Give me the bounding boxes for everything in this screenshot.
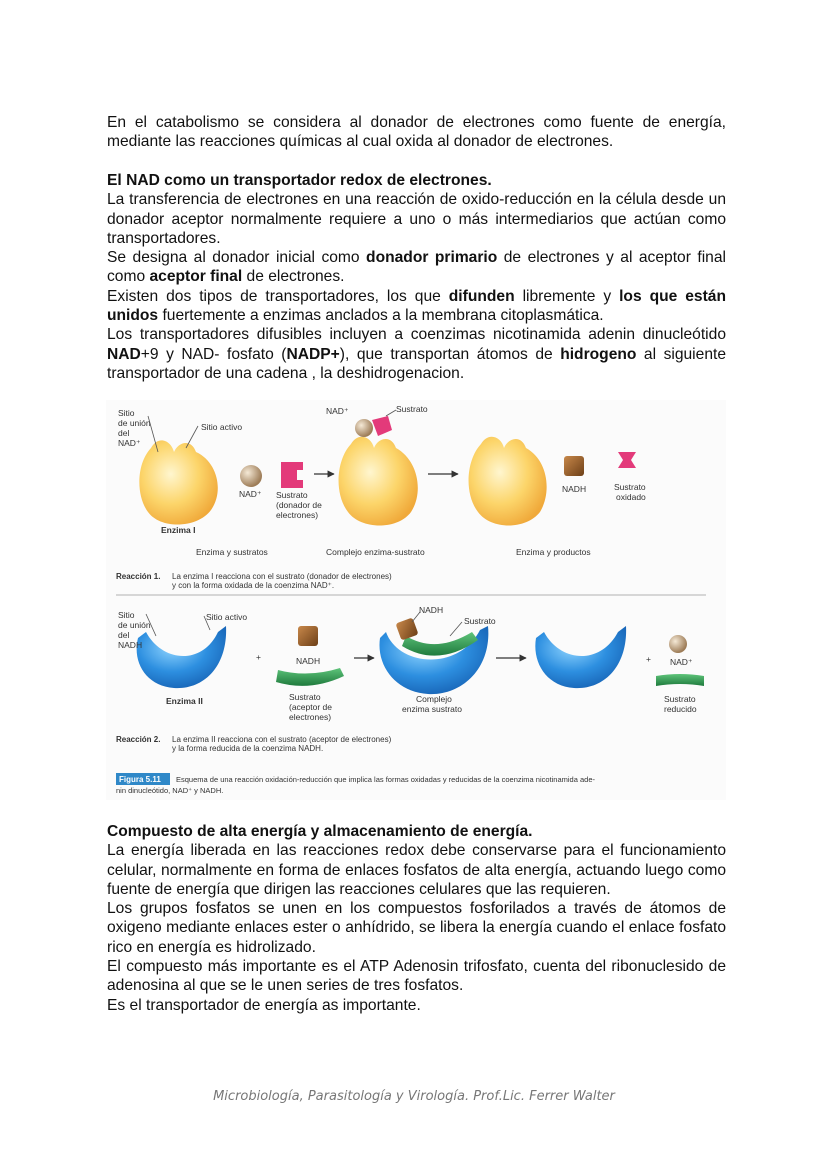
nad-paragraph-1: La transferencia de electrones en una reacción de oxido-reducción en la célula desde un donador aceptor normalmente requiere a uno o más intermediarios que actúan como transportadores. <box>107 191 726 247</box>
stage-label-1: Enzima y sustratos <box>196 547 268 557</box>
figure-label: Figura 5.11 <box>119 775 161 784</box>
r2-substrate-label: Sustrato (aceptor de electrones) <box>289 692 332 722</box>
stage-label-3: Enzima y productos <box>516 547 591 557</box>
energy-paragraph-4: Es el transportador de energía as importante. <box>107 996 421 1014</box>
energy-paragraph-2: Los grupos fosfatos se unen en los compuestos fosforilados a través de átomos de oxigeno mediante enlaces ester o anhídrido, se libera la energía cuando el enlace fosfato rico en energía es hidrolizado. <box>107 900 726 956</box>
r1-complex-nad-label: NAD⁺ <box>326 406 349 416</box>
r1-nad-plus-label: NAD⁺ <box>239 489 262 499</box>
figure-caption: Esquema de una reacción oxidación-reducción que implica las formas oxidadas y reducidas de la coenzima nicotinamida ade- nin dinucleótido, NAD⁺ y NADH. <box>116 775 595 795</box>
r2-nadh-label: NADH <box>296 656 321 666</box>
r2-reduced-label: Sustrato reducido <box>664 694 697 714</box>
enzyme-i-label: Enzima I <box>161 525 196 535</box>
intro-paragraph: En el catabolismo se considera al donador de electrones como fuente de energía, mediante las reacciones químicas al cual oxida al donador de electrones. <box>107 114 726 151</box>
nadh-product <box>564 456 584 476</box>
nad-section <box>107 171 726 383</box>
r2-complex-label: Complejo enzima sustrato <box>402 694 462 714</box>
nad-paragraph-3: Existen dos tipos de transportadores, los que difunden libremente y los que están unidos fuertemente a enzimas anclados a la membrana citoplasmática. <box>107 287 727 325</box>
r1-active-site-label: Sitio activo <box>201 422 243 432</box>
nad-paragraph-4: Los transportadores difusibles incluyen a coenzimas nicotinamida adenin dinucleótido NAD+9 y NAD- fosfato (NADP+), que transportan átomos de hidrogeno al siguiente transportador de una cadena , la deshidrogenacion. <box>107 326 726 382</box>
r1-nadh-label: NADH <box>562 484 587 494</box>
r1-substrate-label: Sustrato (donador de electrones) <box>276 490 322 520</box>
intro-block <box>107 113 726 152</box>
svg-text:+: + <box>646 654 651 664</box>
energy-paragraph-1: La energía liberada en las reacciones redox debe conservarse para el funcionamiento celular, normalmente en forma de enlaces fosfatos de alta energía, actuando luego como fuente de energía que dirigen las reacciones celulares que las requieren. <box>107 842 726 898</box>
r2-nad-plus-label: NAD⁺ <box>670 657 693 667</box>
energy-section <box>107 822 726 1015</box>
enzyme-ii-label: Enzima II <box>166 696 203 706</box>
nadh-molecule <box>298 626 318 646</box>
complex-nad-plus <box>355 419 373 437</box>
reaction-2-caption: Reacción 2. La enzima II reacciona con el sustrato (aceptor de electrones) y la forma reducida de la coenzima NADH. <box>116 735 392 753</box>
r2-binding-site-label: Sitio de unión del NADH <box>118 610 151 650</box>
stage-label-2: Complejo enzima-sustrato <box>326 547 425 557</box>
r2-active-site-label: Sitio activo <box>206 612 248 622</box>
energy-heading: Compuesto de alta energía y almacenamiento de energía. <box>107 823 533 840</box>
nad-plus-product <box>669 635 687 653</box>
energy-paragraph-3: El compuesto más importante es el ATP Adenosin trifosfato, cuenta del ribonuclesido de adenosina al que se le unen series de tres fosfatos. <box>107 958 726 995</box>
nad-heading: El NAD como un transportador redox de electrones. <box>107 172 492 189</box>
r1-complex-substrate-label: Sustrato <box>396 404 428 414</box>
nad-plus-molecule <box>240 465 262 487</box>
redox-figure <box>106 400 726 800</box>
svg-text:+: + <box>256 652 261 662</box>
r1-oxidized-label: Sustrato oxidado <box>614 482 646 502</box>
nad-paragraph-2: Se designa al donador inicial como donador primario de electrones y al aceptor final como aceptor final de electrones. <box>107 249 726 286</box>
r2-complex-substrate-label: Sustrato <box>464 616 496 626</box>
reaction-1-caption: Reacción 1. La enzima I reacciona con el sustrato (donador de electrones) y con la forma oxidada de la coenzima NAD⁺. <box>116 572 392 590</box>
r2-complex-nadh-label: NADH <box>419 605 444 615</box>
page-footer: Microbiología, Parasitología y Virología. Prof.Lic. Ferrer Walter <box>213 1089 615 1104</box>
r1-binding-site-label: Sitio de unión del NAD⁺ <box>118 408 151 448</box>
